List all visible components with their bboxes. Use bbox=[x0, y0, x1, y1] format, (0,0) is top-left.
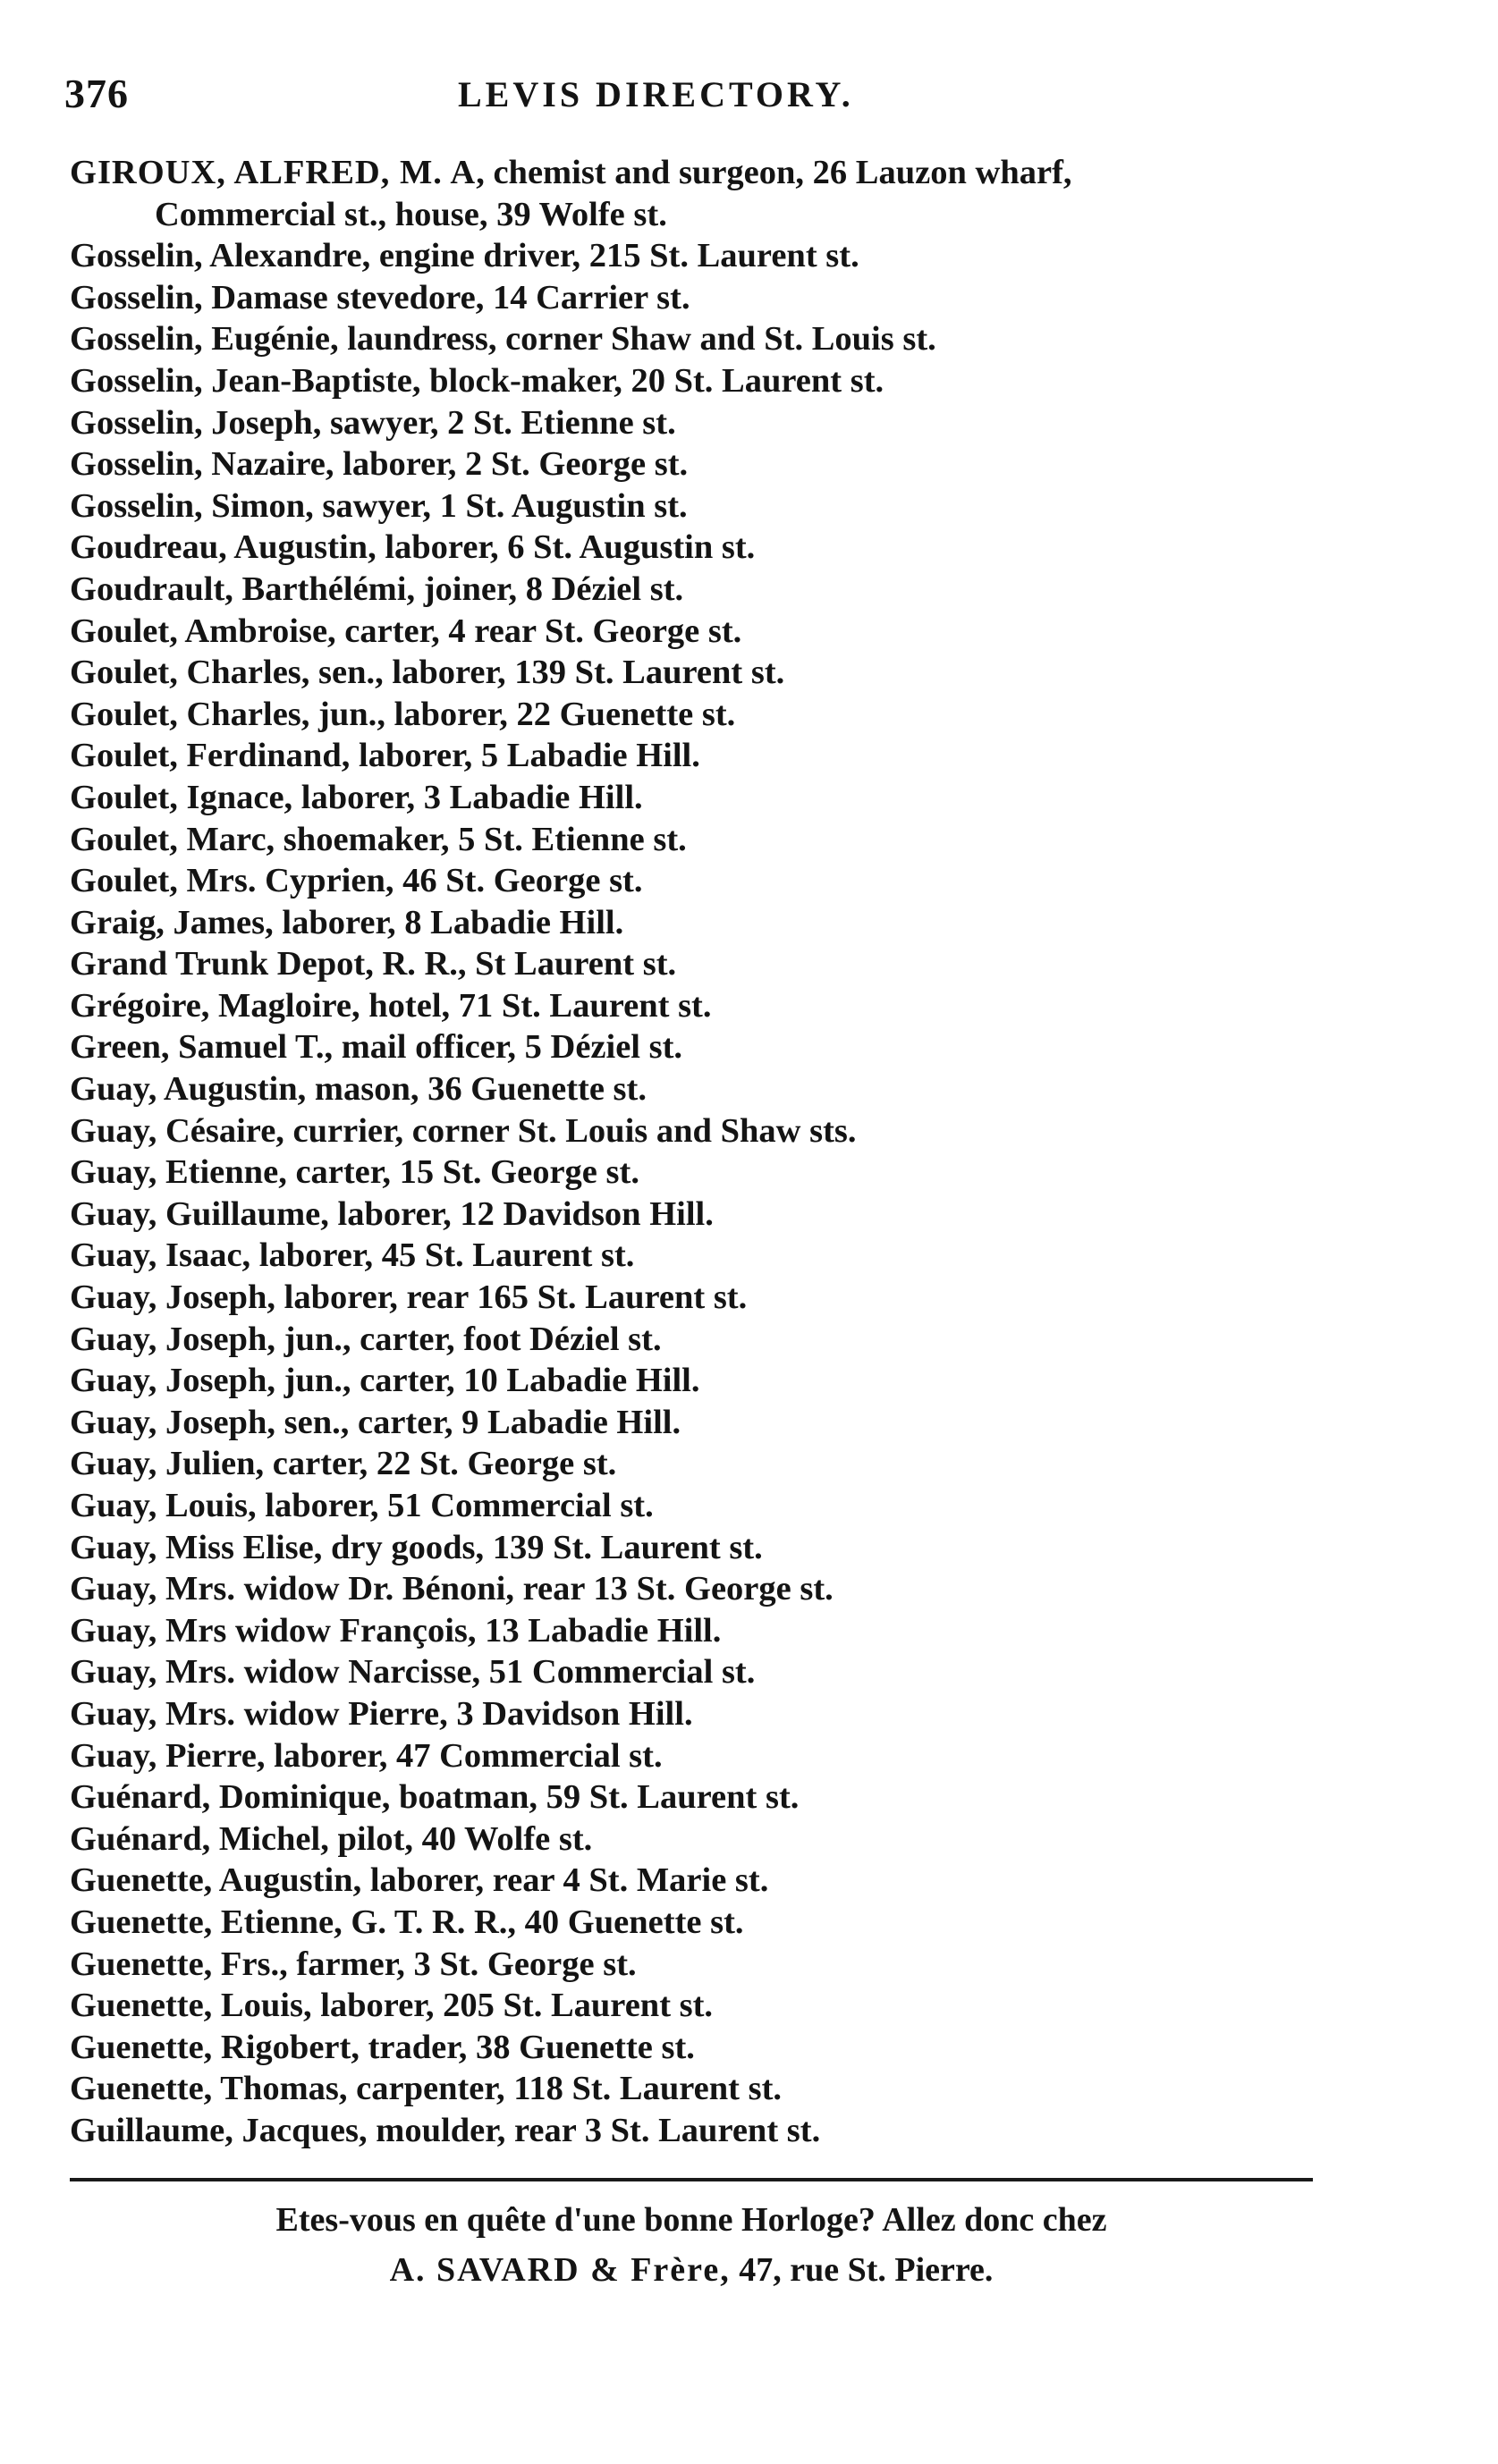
entry-details: , hotel, 71 St. Laurent st. bbox=[351, 986, 712, 1025]
entry-details: , carter, 15 St. George st. bbox=[278, 1153, 639, 1192]
entry-details: , laborer, 2 St. George st. bbox=[325, 445, 689, 484]
directory-entry bbox=[70, 1277, 1340, 1319]
entry-name: Guay, Mrs. widow Pierre bbox=[70, 1694, 440, 1733]
directory-entry bbox=[70, 1402, 1340, 1444]
entry-name: Goulet, Marc bbox=[70, 820, 267, 858]
directory-entry bbox=[70, 1776, 1340, 1818]
entry-details: , joiner, 8 Déziel st. bbox=[406, 570, 684, 608]
entry-details: , carter, 9 Labadie Hill. bbox=[340, 1403, 681, 1441]
advertisement-firm: A. SAVARD & Frère, bbox=[389, 2251, 731, 2289]
entry-name: Gosselin, Damase bbox=[70, 278, 328, 316]
directory-entry bbox=[70, 402, 1340, 444]
entry-name: Guenette, Augustin bbox=[70, 1861, 353, 1900]
directory-entry bbox=[70, 1651, 1340, 1693]
directory-entry bbox=[70, 1818, 1340, 1861]
directory-entry bbox=[70, 1443, 1340, 1485]
entry-name: Guay, Miss Elise bbox=[70, 1528, 314, 1566]
entry-name: Guay, Mrs. widow Narcisse bbox=[70, 1653, 472, 1692]
directory-entry bbox=[70, 1610, 1340, 1652]
entry-details: , farmer, 3 St. George st. bbox=[279, 1945, 637, 1983]
directory-entry bbox=[70, 1860, 1340, 1902]
entry-details: , laborer, 8 Labadie Hill. bbox=[265, 903, 624, 941]
entry-name: Grégoire, Magloire bbox=[70, 986, 352, 1025]
divider-rule bbox=[70, 2178, 1313, 2181]
directory-entry bbox=[70, 902, 1340, 944]
entry-details: , laborer, 6 St. Augustin st. bbox=[368, 528, 756, 567]
entry-name: Guay, Joseph, jun. bbox=[70, 1320, 343, 1358]
entry-name: Gosselin, Nazaire bbox=[70, 445, 326, 484]
directory-entry bbox=[70, 569, 1340, 611]
entry-name: Guay, Joseph bbox=[70, 1278, 267, 1317]
entry-details: , shoemaker, 5 St. Etienne st. bbox=[266, 820, 687, 858]
directory-entry bbox=[70, 652, 1340, 694]
entry-name: Goudrault, Barthélémi bbox=[70, 570, 407, 608]
directory-entry bbox=[70, 318, 1340, 360]
entry-name: Goulet, Ignace bbox=[70, 778, 284, 816]
entry-details: , laborer, 22 Guenette st. bbox=[377, 695, 736, 733]
directory-entry bbox=[70, 1319, 1340, 1361]
entry-details: , carpenter, 118 St. Laurent st. bbox=[338, 2070, 783, 2108]
entry-details: , moulder, rear 3 St. Laurent st. bbox=[359, 2111, 821, 2149]
entry-details: , laborer, 51 Commercial st. bbox=[248, 1487, 654, 1524]
directory-entry bbox=[70, 1360, 1340, 1402]
entry-name: Green, Samuel T. bbox=[70, 1028, 325, 1067]
entry-name: Guenette, Thomas bbox=[70, 2070, 339, 2108]
entry-details: , laborer, 45 St. Laurent st. bbox=[241, 1236, 635, 1275]
directory-entry bbox=[70, 1068, 1340, 1110]
directory-entry bbox=[70, 943, 1340, 985]
entry-details: , boatman, 59 St. Laurent st. bbox=[381, 1778, 800, 1817]
directory-entry bbox=[70, 985, 1340, 1027]
directory-entry bbox=[70, 2110, 1340, 2152]
advertisement bbox=[70, 2195, 1313, 2295]
entry-name: Guay, Julien bbox=[70, 1445, 256, 1483]
entry-name: Guenette, Frs. bbox=[70, 1945, 280, 1983]
entry-name: GIROUX, ALFRED, M. A bbox=[70, 154, 477, 191]
entry-details: , laborer, 47 Commercial st. bbox=[256, 1736, 663, 1775]
entry-name: Goudreau, Augustin bbox=[70, 528, 368, 567]
directory-entries bbox=[70, 152, 1340, 2152]
directory-entry bbox=[70, 1944, 1340, 1986]
entry-continuation: Commercial st., house, 39 Wolfe st. bbox=[155, 195, 667, 233]
entry-name: Guay, Pierre bbox=[70, 1736, 257, 1775]
entry-name: Guillaume, Jacques bbox=[70, 2111, 360, 2149]
directory-entry bbox=[70, 694, 1340, 736]
entry-details: , sawyer, 2 St. Etienne st. bbox=[312, 403, 676, 442]
entry-details: , 3 Davidson Hill. bbox=[439, 1694, 693, 1733]
entry-name: Graig, James bbox=[70, 903, 266, 941]
directory-entry bbox=[70, 1152, 1340, 1194]
entry-details: , rear 13 St. George st. bbox=[505, 1570, 834, 1608]
directory-entry bbox=[70, 611, 1340, 653]
entry-details: , laborer, rear 4 St. Marie st. bbox=[352, 1861, 769, 1900]
advertisement-line-1: Etes-vous en quête d'une bonne Horloge? Allez donc chez bbox=[275, 2201, 1107, 2239]
directory-entry bbox=[70, 735, 1340, 777]
entry-details: , carter, 10 Labadie Hill. bbox=[342, 1362, 700, 1400]
entry-name: Guay, Guillaume bbox=[70, 1194, 321, 1233]
entry-name: Goulet, Charles, sen. bbox=[70, 654, 376, 692]
directory-entry bbox=[70, 1235, 1340, 1277]
entry-details: , laborer, rear 165 St. Laurent st. bbox=[267, 1278, 748, 1317]
directory-entry bbox=[70, 1194, 1340, 1236]
advertisement-address: 47, rue St. Pierre. bbox=[730, 2251, 994, 2289]
directory-entry bbox=[70, 1485, 1340, 1527]
entry-details: , trader, 38 Guenette st. bbox=[351, 2028, 695, 2066]
entry-name: Grand Trunk Depot bbox=[70, 945, 366, 983]
directory-entry bbox=[70, 1527, 1340, 1569]
entry-details: , block-maker, 20 St. Laurent st. bbox=[411, 361, 884, 400]
directory-entry bbox=[70, 2027, 1340, 2069]
entry-details: , carter, 22 St. George st. bbox=[255, 1445, 617, 1483]
entry-name: Guenette, Louis bbox=[70, 1987, 303, 2025]
entry-name: Guay, Augustin bbox=[70, 1070, 298, 1109]
entry-name: Guay, Mrs. widow Dr. Bénoni bbox=[70, 1570, 506, 1608]
entry-name: Goulet, Charles, jun. bbox=[70, 695, 377, 733]
directory-entry bbox=[70, 1985, 1340, 2027]
entry-details: , carter, 4 rear St. George st. bbox=[327, 612, 742, 650]
entry-name: Gosselin, Simon bbox=[70, 486, 306, 525]
entry-details: , laborer, 205 St. Laurent st. bbox=[302, 1987, 714, 2025]
directory-entry bbox=[70, 1735, 1340, 1777]
directory-entry bbox=[70, 819, 1340, 861]
directory-entry bbox=[70, 1568, 1340, 1610]
entry-name: Gosselin, Joseph bbox=[70, 403, 313, 442]
directory-entry bbox=[70, 235, 1340, 277]
page-number: 376 bbox=[64, 71, 129, 116]
entry-details: , laborer, 3 Labadie Hill. bbox=[284, 778, 643, 816]
entry-details: , 46 St. George st. bbox=[385, 862, 643, 900]
entry-details: , engine driver, 215 St. Laurent st. bbox=[361, 237, 859, 275]
entry-name: Goulet, Mrs. Cyprien bbox=[70, 862, 385, 900]
entry-details: , pilot, 40 Wolfe st. bbox=[320, 1819, 593, 1858]
entry-details: , 13 Labadie Hill. bbox=[467, 1611, 722, 1650]
entry-name: Gosselin, Eugénie bbox=[70, 320, 330, 359]
entry-details: , laundress, corner Shaw and St. Louis st. bbox=[329, 320, 936, 359]
directory-entry bbox=[70, 860, 1340, 902]
directory-entry bbox=[70, 1110, 1340, 1152]
entry-details: stevedore, 14 Carrier st. bbox=[327, 278, 690, 316]
entry-details: , laborer, 12 Davidson Hill. bbox=[320, 1194, 714, 1233]
entry-details: , mason, 36 Guenette st. bbox=[297, 1070, 647, 1109]
directory-entry bbox=[70, 1693, 1340, 1735]
entry-details: , 51 Commercial st. bbox=[471, 1653, 756, 1692]
directory-entry bbox=[70, 443, 1340, 485]
entry-details: , G. T. R. R., 40 Guenette st. bbox=[334, 1903, 744, 1941]
entry-name: Guay, Joseph, jun. bbox=[70, 1362, 343, 1400]
entry-details: , dry goods, 139 St. Laurent st. bbox=[313, 1528, 763, 1566]
entry-details: , mail officer, 5 Déziel st. bbox=[324, 1028, 683, 1067]
entry-name: Guenette, Etienne bbox=[70, 1903, 334, 1941]
directory-entry bbox=[70, 527, 1340, 569]
directory-entry bbox=[70, 277, 1340, 319]
entry-details: , R. R., St Laurent st. bbox=[365, 945, 677, 983]
entry-name: Guénard, Dominique bbox=[70, 1778, 382, 1817]
entry-name: Goulet, Ferdinand bbox=[70, 737, 342, 775]
entry-name: Guay, Mrs widow François bbox=[70, 1611, 468, 1650]
entry-name: Guay, Etienne bbox=[70, 1153, 279, 1192]
entry-details: , sawyer, 1 St. Augustin st. bbox=[305, 486, 688, 525]
advertisement-line-2 bbox=[70, 2245, 1313, 2295]
page-header bbox=[64, 70, 1334, 132]
directory-entry bbox=[70, 360, 1340, 402]
directory-entry bbox=[70, 485, 1340, 527]
entry-name: Guay, Isaac bbox=[70, 1236, 242, 1275]
entry-name: Guenette, Rigobert bbox=[70, 2028, 351, 2066]
entry-details: , chemist and surgeon, 26 Lauzon wharf, bbox=[476, 154, 1072, 191]
entry-details: , carter, foot Déziel st. bbox=[342, 1320, 662, 1358]
entry-name: Goulet, Ambroise bbox=[70, 612, 328, 650]
entry-name: Gosselin, Jean-Baptiste bbox=[70, 361, 412, 400]
entry-name: Guay, Césaire bbox=[70, 1111, 276, 1150]
entry-details: , laborer, 139 St. Laurent st. bbox=[375, 654, 785, 692]
directory-entry bbox=[70, 1026, 1340, 1068]
directory-entry bbox=[70, 1902, 1340, 1944]
entry-name: Guay, Louis bbox=[70, 1487, 249, 1524]
entry-details: , currier, corner St. Louis and Shaw sts. bbox=[275, 1111, 857, 1150]
entry-name: Gosselin, Alexandre bbox=[70, 237, 362, 275]
directory-entry bbox=[70, 777, 1340, 819]
entry-details: , laborer, 5 Labadie Hill. bbox=[341, 737, 700, 775]
directory-entry bbox=[70, 152, 1340, 235]
entry-name: Guay, Joseph, sen. bbox=[70, 1403, 341, 1441]
entry-name: Guénard, Michel bbox=[70, 1819, 321, 1858]
running-title: LEVIS DIRECTORY. bbox=[458, 74, 854, 114]
directory-entry bbox=[70, 2068, 1340, 2110]
